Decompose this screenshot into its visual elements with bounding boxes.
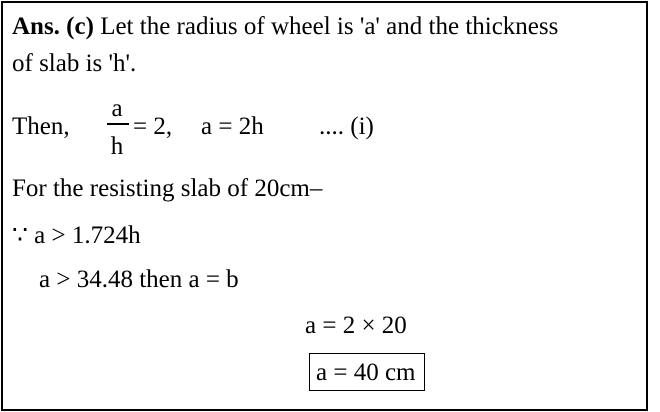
fraction-bar: [107, 123, 129, 125]
answer-intro-text: Let the radius of wheel is 'a' and the thickness: [100, 13, 559, 40]
resisting-slab-line: For the resisting slab of 20cm–: [12, 175, 323, 202]
then-label: Then,: [12, 113, 70, 140]
since-line: ∵ a > 1.724h: [12, 222, 141, 249]
then-a-equals-b-line: a > 34.48 then a = b: [39, 266, 239, 293]
result-box: [309, 353, 425, 391]
equation-tag: .... (i): [319, 113, 374, 140]
fraction-denominator: h: [110, 133, 124, 160]
answer-label: Ans. (c): [12, 13, 94, 40]
answer-intro-line-1: [12, 14, 558, 39]
relation-a-2h: a = 2h: [201, 113, 264, 140]
answer-intro-line-2: of slab is 'h'.: [12, 50, 137, 77]
result-value: a = 40 cm: [316, 359, 416, 386]
product-line: a = 2 × 20: [305, 312, 407, 339]
fraction-numerator: a: [111, 95, 123, 122]
fraction-rhs: = 2,: [133, 113, 173, 140]
answer-panel: [1, 1, 648, 411]
